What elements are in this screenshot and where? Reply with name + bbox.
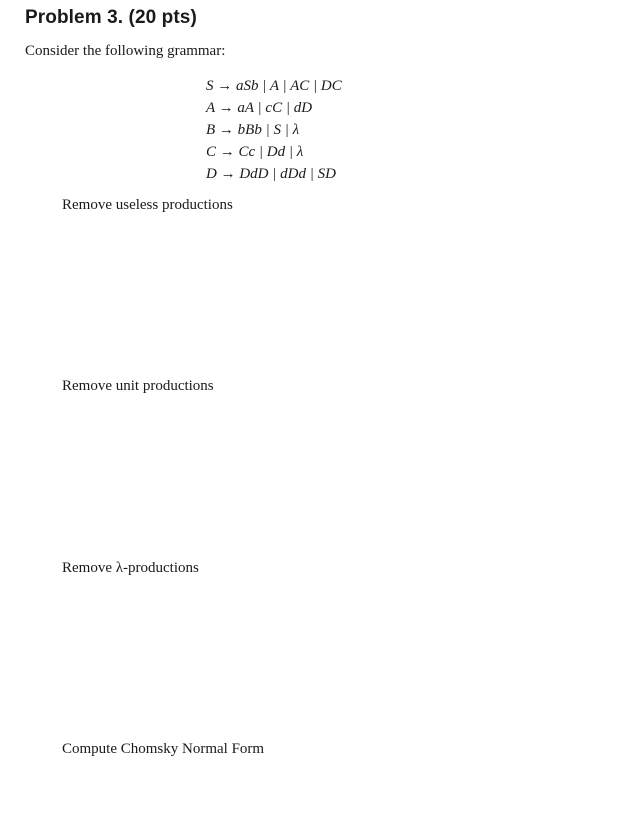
grammar-block (206, 75, 342, 185)
task-remove-useless: Remove useless productions (62, 197, 233, 213)
grammar-rule-c: C → Cc | Dd | λ (206, 144, 304, 160)
task-remove-lambda: Remove λ-productions (62, 560, 199, 576)
task-chomsky-normal-form: Compute Chomsky Normal Form (62, 741, 265, 757)
grammar-rule-b: B → bBb | S | λ (206, 122, 300, 138)
task-remove-unit: Remove unit productions (62, 378, 214, 394)
grammar-rule-a: A → aA | cC | dD (206, 100, 313, 116)
problem-title: Problem 3. (20 pts) (25, 7, 197, 28)
grammar-rule-d: D → DdD | dDd | SD (206, 166, 336, 182)
problem-intro: Consider the following grammar: (25, 43, 226, 59)
grammar-rule-s: S → aSb | A | AC | DC (206, 78, 342, 94)
